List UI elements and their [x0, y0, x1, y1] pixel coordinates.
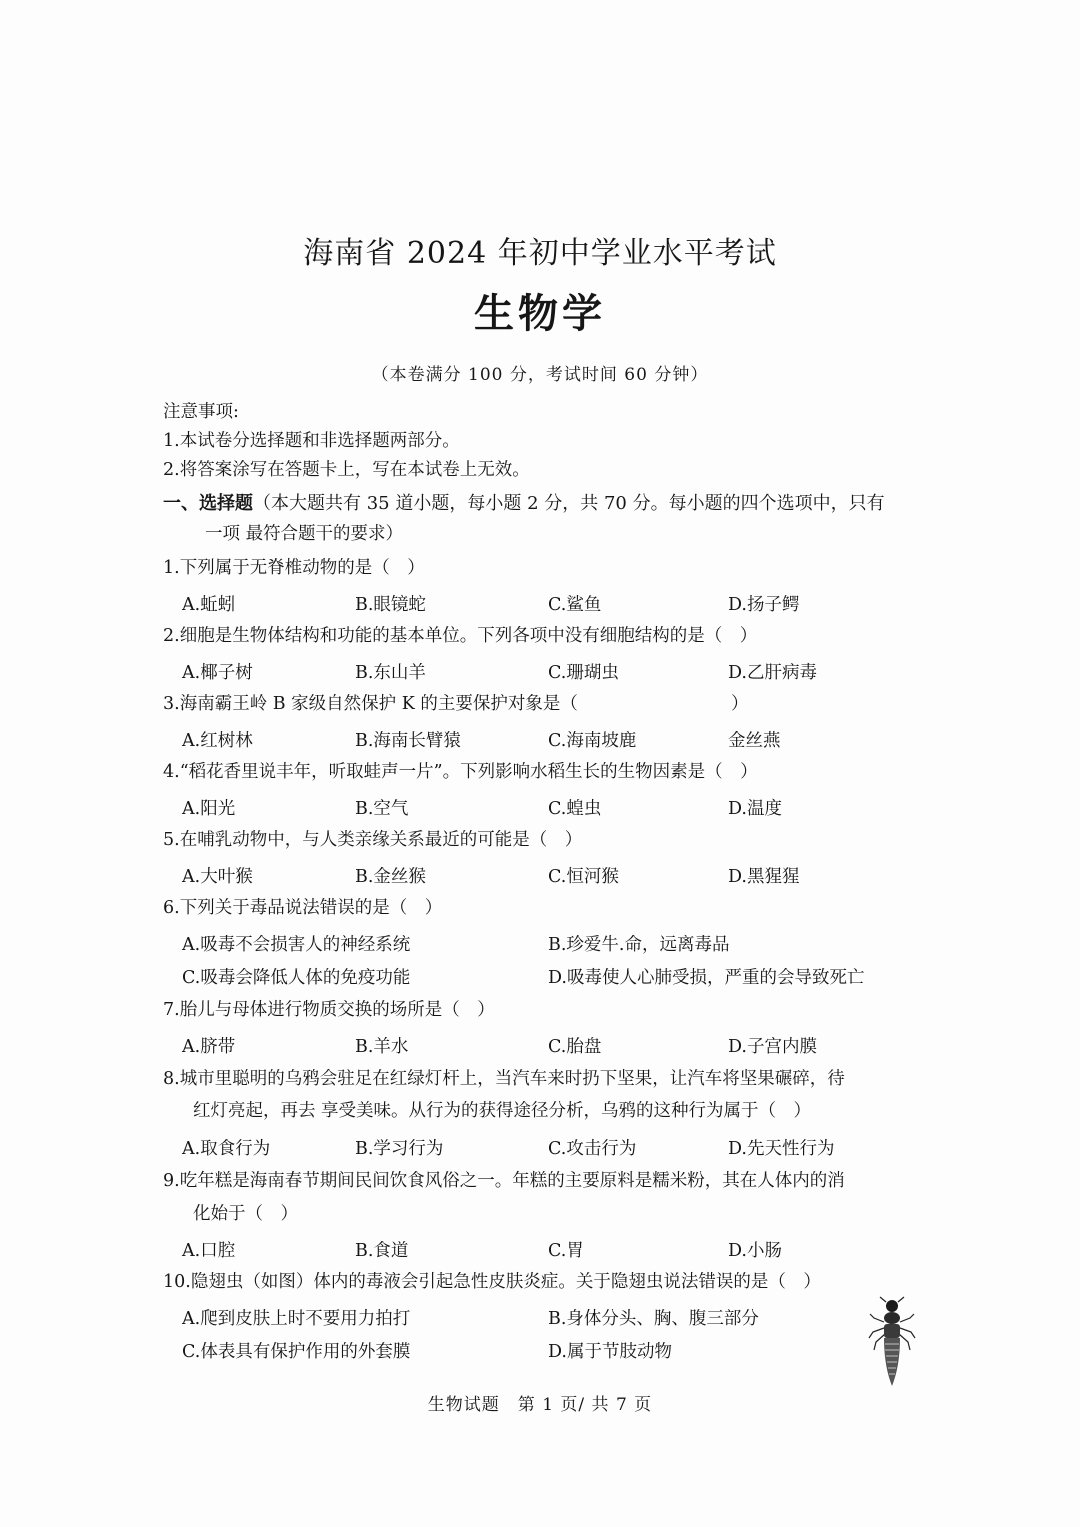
section-desc: （本大题共有 35 道小题，每小题 2 分，共 70 分。每小题的四个选项中，只有 [253, 493, 885, 514]
option: D.黑猩猩 [728, 867, 800, 887]
option: C.海南坡鹿 [548, 731, 637, 751]
question-stem-end: ） [731, 694, 749, 714]
option: C.体表具有保护作用的外套膜 [182, 1342, 411, 1362]
question-stem: 4.“稻花香里说丰年，听取蛙声一片”。下列影响水稻生长的生物因素是（ ） [163, 762, 758, 782]
question-stem-cont: 红灯亮起，再去 享受美味。从行为的获得途径分析，乌鸦的这种行为属于（ ） [193, 1101, 812, 1121]
option: D.子宫内膜 [728, 1037, 817, 1057]
option: B.食道 [355, 1241, 409, 1261]
subject-title: 生物学 [474, 290, 606, 337]
option: A.蚯蚓 [182, 595, 236, 615]
question-stem: 2.细胞是生物体结构和功能的基本单位。下列各项中没有细胞结构的是（ ） [163, 626, 758, 646]
question-stem: 5.在哺乳动物中，与人类亲缘关系最近的可能是（ ） [163, 830, 583, 850]
option: C.胎盘 [548, 1037, 602, 1057]
section-desc-cont: 一项 最符合题干的要求） [205, 524, 404, 544]
option: B.学习行为 [355, 1139, 444, 1159]
exam-title: 海南省 2024 年初中学业水平考试 [303, 236, 777, 271]
option: C.攻击行为 [548, 1139, 637, 1159]
option: B.空气 [355, 799, 409, 819]
option: A.吸毒不会损害人的神经系统 [182, 935, 411, 955]
option: B.珍爱牛.命，远离毒品 [548, 935, 730, 955]
notice-heading: 注意事项: [163, 402, 239, 422]
option: A.爬到皮肤上时不要用力拍打 [182, 1309, 411, 1329]
option: C.鲨鱼 [548, 595, 602, 615]
option: A.口腔 [182, 1241, 236, 1261]
option: B.东山羊 [355, 663, 426, 683]
option: D.属于节肢动物 [548, 1342, 672, 1362]
option: C.珊瑚虫 [548, 663, 619, 683]
option: D.乙肝病毒 [728, 663, 817, 683]
option: D.温度 [728, 799, 782, 819]
question-stem: 10.隐翅虫（如图）体内的毒液会引起急性皮肤炎症。关于隐翅虫说法错误的是（ ） [163, 1272, 821, 1292]
option: D.扬子鳄 [728, 595, 800, 615]
question-stem: 9.吃年糕是海南春节期间民间饮食风俗之一。年糕的主要原料是糯米粉，其在人体内的消 [163, 1171, 845, 1191]
section-heading [163, 489, 885, 515]
option: B.金丝猴 [355, 867, 426, 887]
option: C.恒河猴 [548, 867, 619, 887]
question-stem: 1.下列属于无脊椎动物的是（ ） [163, 558, 425, 578]
option: C.吸毒会降低人体的免疫功能 [182, 968, 411, 988]
question-stem-cont: 化始于（ ） [193, 1204, 298, 1224]
option: A.脐带 [182, 1037, 236, 1057]
question-stem: 3.海南霸王岭 B 家级自然保护 K 的主要保护对象是（ [163, 694, 578, 714]
option: B.身体分头、胸、腹三部分 [548, 1309, 759, 1329]
option: A.椰子树 [182, 663, 253, 683]
option: C.胃 [548, 1241, 584, 1261]
section-label: 一、选择题 [163, 493, 253, 514]
question-stem: 8.城市里聪明的乌鸦会驻足在红绿灯杆上，当汽车来时扔下坚果，让汽车将坚果碾碎，待 [163, 1069, 845, 1089]
question-stem: 6.下列关于毒品说法错误的是（ ） [163, 898, 443, 918]
page-footer: 生物试题 第 1 页/ 共 7 页 [427, 1395, 653, 1415]
rove-beetle-icon [868, 1296, 916, 1388]
score-note: （本卷满分 100 分，考试时间 60 分钟） [371, 365, 709, 385]
option: B.羊水 [355, 1037, 409, 1057]
option: D.小肠 [728, 1241, 782, 1261]
question-stem: 7.胎儿与母体进行物质交换的场所是（ ） [163, 1000, 495, 1020]
option: B.眼镜蛇 [355, 595, 426, 615]
option: A.取食行为 [182, 1139, 271, 1159]
notice-item: 1.本试卷分选择题和非选择题两部分。 [163, 431, 460, 451]
option: B.海南长臂猿 [355, 731, 461, 751]
notice-item: 2.将答案涂写在答题卡上，写在本试卷上无效。 [163, 460, 530, 480]
option: D.先天性行为 [728, 1139, 835, 1159]
option: A.大叶猴 [182, 867, 253, 887]
option: C.蝗虫 [548, 799, 602, 819]
option: 金丝燕 [728, 731, 781, 751]
option: D.吸毒使人心肺受损，严重的会导致死亡 [548, 968, 865, 988]
option: A.红树林 [182, 731, 253, 751]
option: A.阳光 [182, 799, 236, 819]
